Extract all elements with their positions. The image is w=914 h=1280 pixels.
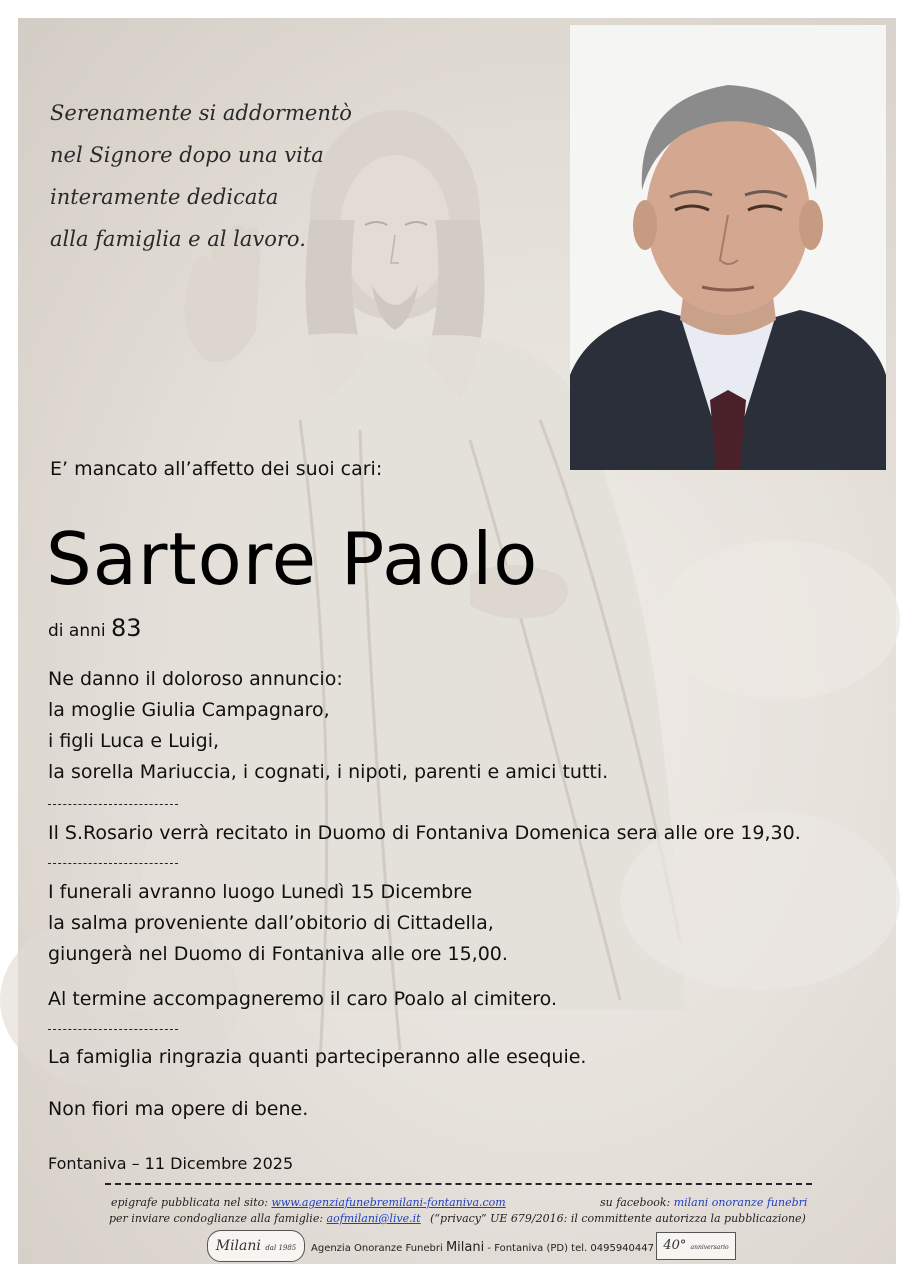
footer-dashed-line [105,1183,812,1185]
dashed-separator [48,804,178,805]
announcement-line: Ne danno il doloroso annuncio: [48,668,343,690]
place-date: Fontaniva – 11 Dicembre 2025 [48,1154,294,1173]
facebook-link[interactable]: milani onoranze funebri [673,1196,808,1209]
anniversary-badge [656,1232,736,1260]
portrait-image [570,25,886,470]
facebook-line [600,1196,807,1209]
agency-line [311,1240,654,1255]
logo-sub: dal 1985 [265,1244,297,1252]
dashed-separator [48,1029,178,1030]
agency-suffix: - Fontaniva (PD) tel. 0495940447 [487,1243,654,1254]
age-prefix: di anni [48,621,106,641]
anniversary-number: 40° [663,1238,687,1253]
funeral-block [48,877,508,970]
logo-text: Milani [215,1238,261,1254]
verse-line: nel Signore dopo una vita [50,143,324,167]
funeral-line: I funerali avranno luogo Lunedì 15 Dicembre [48,881,473,903]
deceased-photo [570,25,886,470]
dashed-separator [48,863,178,864]
deceased-name: Sartore Paolo [46,517,539,601]
anniversary-label: anniversario [690,1244,729,1251]
announcement-block [48,664,608,788]
thanks-text: La famiglia ringrazia quanti parteciperanno alle esequie. [48,1046,587,1068]
intro-text: E’ mancato all’affetto dei suoi cari: [50,458,383,480]
agency-prefix: Agenzia Onoranze Funebri [311,1243,443,1254]
cemetery-text: Al termine accompagneremo il caro Poalo al cimitero. [48,988,557,1010]
verse-line: Serenamente si addormentò [50,101,352,125]
flowers-text: Non fiori ma opere di bene. [48,1098,309,1120]
condolences-label: per inviare condoglianze alla famiglie: [109,1212,324,1225]
announcement-line: i figli Luca e Luigi, [48,730,220,752]
funeral-line: la salma proveniente dall’obitorio di Cittadella, [48,912,494,934]
announcement-line: la sorella Mariuccia, i cognati, i nipoti, parenti e amici tutti. [48,761,609,783]
condolences-line [109,1212,806,1225]
funeral-line: giungerà nel Duomo di Fontaniva alle ore 15,00. [48,943,508,965]
verse-line: alla famiglia e al lavoro. [50,227,306,251]
age-line [48,614,142,642]
facebook-label: su facebook: [600,1196,671,1209]
announcement-line: la moglie Giulia Campagnaro, [48,699,330,721]
published-label: epigrafe pubblicata nel sito: [111,1196,268,1209]
age-value: 83 [111,614,142,642]
agency-name: Milani [445,1240,485,1255]
rosary-text: Il S.Rosario verrà recitato in Duomo di Fontaniva Domenica sera alle ore 19,30. [48,822,801,844]
agency-logo [207,1230,305,1262]
verse-line: interamente dedicata [50,185,279,209]
opening-verse [50,92,352,260]
privacy-note: (“privacy” UE 679/2016: il committente autorizza la pubblicazione) [430,1212,806,1225]
email-link[interactable]: aofmilani@live.it [326,1212,421,1225]
site-link[interactable]: www.agenziafunebremilani-fontaniva.com [271,1196,506,1209]
published-line [111,1196,506,1209]
